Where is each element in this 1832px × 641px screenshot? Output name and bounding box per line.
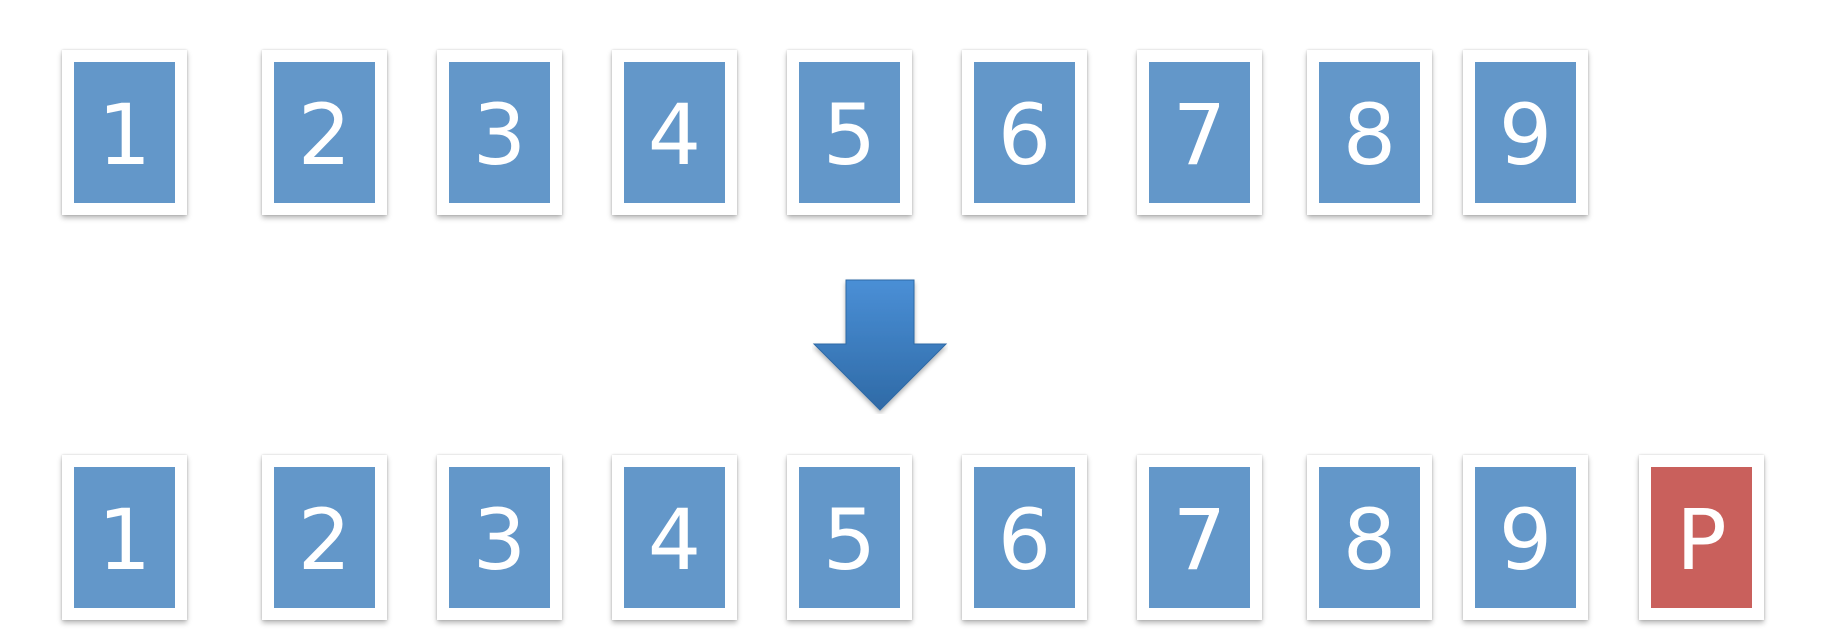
data-tile [1137, 455, 1262, 620]
data-tile [1307, 50, 1432, 215]
data-tile [62, 455, 187, 620]
tile-label: 5 [822, 85, 877, 184]
after-row [0, 455, 1832, 615]
tile-label: 7 [1172, 490, 1227, 589]
data-tile [1463, 50, 1588, 215]
tile-label: 5 [822, 490, 877, 589]
tile-label: 3 [472, 490, 527, 589]
tile-label: 4 [647, 85, 702, 184]
tile-label: 6 [997, 490, 1052, 589]
data-tile [612, 455, 737, 620]
tile-label: 4 [647, 490, 702, 589]
tile-label: 2 [297, 490, 352, 589]
down-arrow-icon [812, 278, 948, 414]
before-row [0, 50, 1832, 210]
data-tile [437, 455, 562, 620]
data-tile [787, 50, 912, 215]
tile-label: 3 [472, 85, 527, 184]
data-tile [962, 455, 1087, 620]
tile-label: 9 [1498, 490, 1553, 589]
tile-label: 8 [1342, 490, 1397, 589]
data-tile [962, 50, 1087, 215]
tile-label: 6 [997, 85, 1052, 184]
data-tile [262, 50, 387, 215]
data-tile [612, 50, 737, 215]
data-tile [1137, 50, 1262, 215]
data-tile [1463, 455, 1588, 620]
data-tile [62, 50, 187, 215]
parity-tile [1639, 455, 1764, 620]
data-tile [437, 50, 562, 215]
tile-label: 2 [297, 85, 352, 184]
data-tile [1307, 455, 1432, 620]
data-tile [787, 455, 912, 620]
tile-label: 1 [97, 490, 152, 589]
tile-label: P [1676, 490, 1727, 589]
tile-label: 7 [1172, 85, 1227, 184]
tile-label: 1 [97, 85, 152, 184]
tile-label: 8 [1342, 85, 1397, 184]
tile-label: 9 [1498, 85, 1553, 184]
data-tile [262, 455, 387, 620]
